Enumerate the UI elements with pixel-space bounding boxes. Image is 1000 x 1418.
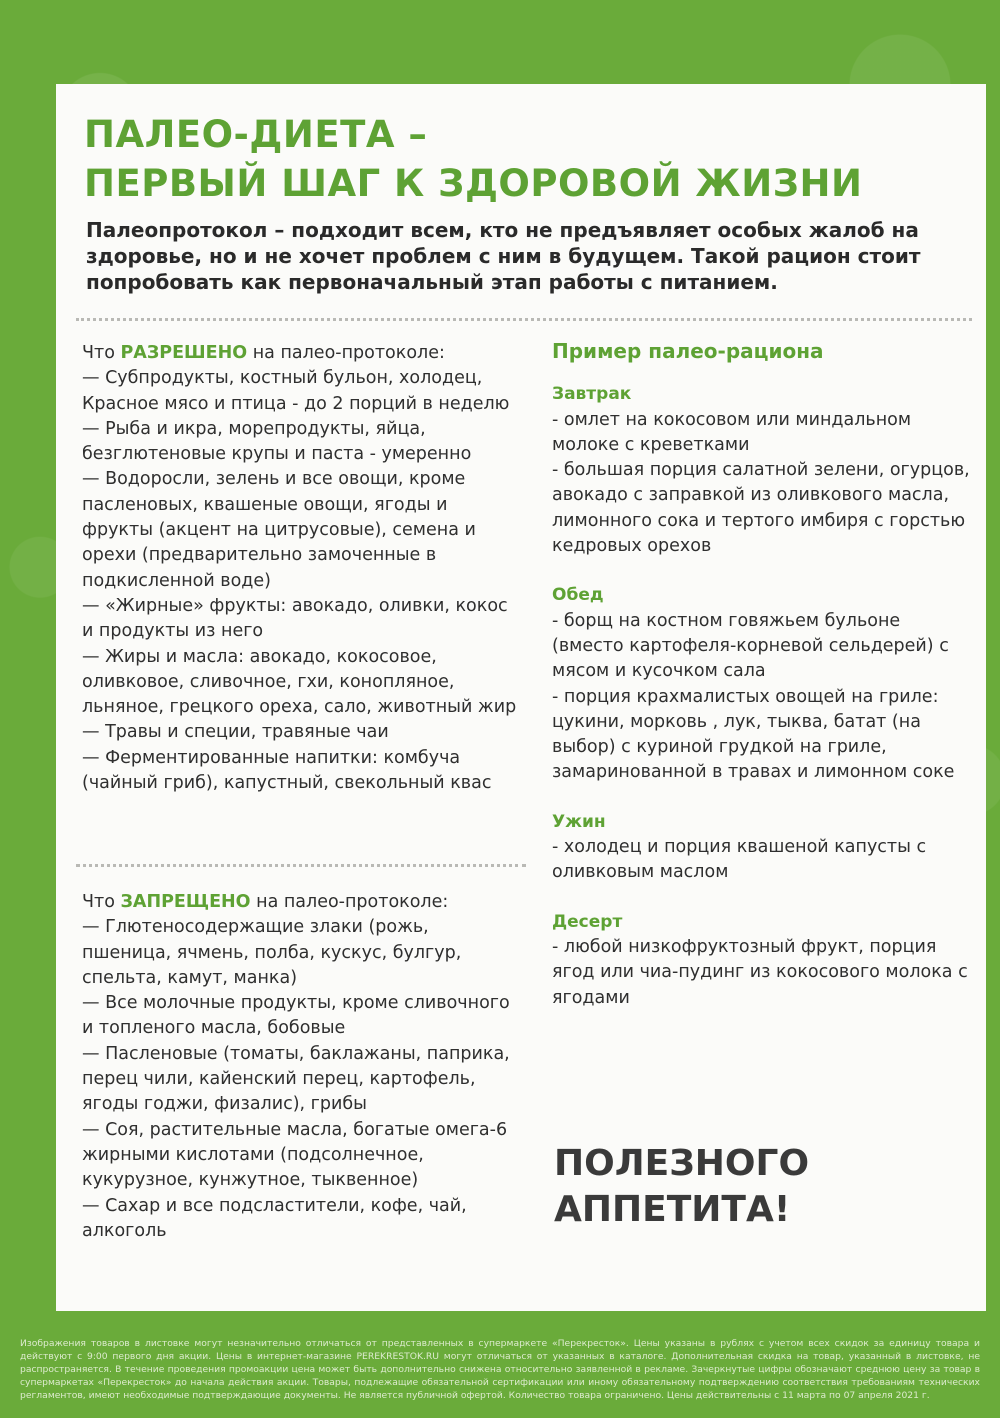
meal-title: Завтрак [552, 384, 632, 405]
meal-dinner [552, 810, 972, 886]
meal-line: - большая порция салатной зелени, огурцов, авокадо с заправкой из оливкового масла, лимонного сока и тертого имбиря с горстью кедровых орехов [552, 460, 970, 557]
divider-top [76, 318, 972, 321]
legal-disclaimer: Изображения товаров в листовке могут незначительно отличаться от представленных в супермаркете «Перекресток». Цены указаны в рублях с учетом всех скидок за единицу товара и действуют с 9:00 первого дня акции. Цены в интернет-магазине PEREKRESTOK.RU могут отличаться от указанных в каталоге. Дополнительная скидка на товар, указанный в листовке, не распространяется. В течение проведения промоакции цена может быть дополнительно снижена относительно заявленной в рекламе. Зачеркнутые цифры обозначают среднюю цену за товар в супермаркетах «Перекресток» до начала действия акции. Товары, подлежащие обязательной сертификации или иному обязательному подтверждению соответствия требованиям технических регламентов, имеют необходимые подтверждающие документы. Не является публичной офертой. Количество товара ограничено. Цены действительны с 11 марта по 07 апреля 2021 г. [20, 1338, 980, 1402]
meal-dessert [552, 910, 972, 1011]
page-title [84, 110, 862, 208]
allowed-item: — Жиры и масла: авокадо, кокосовое, оливковое, сливочное, гхи, конопляное, льняное, грецкого ореха, сало, животный жир [82, 646, 517, 718]
meal-breakfast [552, 382, 972, 559]
example-heading: Пример палео-рациона [552, 339, 824, 363]
allowed-item: — «Жирные» фрукты: авокадо, оливки, кокос и продукты из него [82, 595, 508, 642]
forbidden-item: — Соя, растительные масла, богатые омега-6 жирными кислотами (подсолнечное, кукурузное, кунжутное, тыквенное) [82, 1119, 508, 1191]
title-line-2: ПЕРВЫЙ ШАГ К ЗДОРОВОЙ ЖИЗНИ [84, 162, 863, 205]
allowed-item: — Рыба и икра, морепродукты, яйца, безглютеновые крупы и паста - умеренно [82, 418, 472, 465]
meal-line: - омлет на кокосовом или миндальном молоке с креветками [552, 409, 912, 455]
forbidden-keyword: ЗАПРЕЩЕНО [120, 892, 251, 912]
meal-line: - любой низкофруктозный фрукт, порция ягод или чиа-пудинг из кокосового молока с ягодами [552, 936, 968, 1008]
closing-slogan [554, 1141, 809, 1233]
example-diet-section [552, 339, 972, 1035]
closing-line-2: АППЕТИТА! [554, 1189, 791, 1230]
forbidden-heading: Что ЗАПРЕЩЕНО на палео-протоколе: [82, 892, 449, 912]
forbidden-item: — Все молочные продукты, кроме сливочного и топленого масла, бобовые [82, 993, 510, 1039]
meal-title: Обед [552, 585, 604, 606]
divider-left [76, 864, 526, 867]
intro-paragraph: Палеопротокол – подходит всем, кто не предъявляет особых жалоб на здоровье, но и не хочет проблем с ним в будущем. Такой рацион стоит попробовать как первоначальный этап работы с питанием. [86, 218, 921, 294]
meal-line: - порция крахмалистых овощей на гриле: цукини, морковь , лук, тыква, батат (на выбор) с куриной грудкой на гриле, замаринованной в травах и лимонном соке [552, 686, 955, 783]
allowed-item: — Ферментированные напитки: комбуча (чайный гриб), капустный, свекольный квас [82, 747, 492, 794]
allowed-item: — Субпродукты, костный бульон, холодец, Красное мясо и птица - до 2 порций в неделю [82, 368, 510, 414]
meal-title: Десерт [552, 911, 623, 932]
allowed-keyword: РАЗРЕШЕНО [120, 343, 248, 363]
forbidden-item: — Глютеносодержащие злаки (рожь, пшеница, ячмень, полба, кускус, булгур, спельта, камут, манка) [82, 917, 462, 988]
forbidden-section [82, 890, 522, 1244]
allowed-heading: Что РАЗРЕШЕНО на палео-протоколе: [82, 343, 445, 363]
meal-line: - борщ на костном говяжьем бульоне (вместо картофеля-корневой сельдерей) с мясом и кусочком сала [552, 610, 949, 682]
meal-lunch [552, 583, 972, 785]
meal-line: - холодец и порция квашеной капусты с оливковым маслом [552, 837, 927, 883]
allowed-item: — Травы и специи, травяные чаи [82, 722, 389, 743]
forbidden-item: — Пасленовые (томаты, баклажаны, паприка, перец чили, кайенский перец, картофель, ягоды годжи, физалис), грибы [82, 1043, 510, 1115]
allowed-item: — Водоросли, зелень и все овощи, кроме пасленовых, квашеные овощи, ягоды и фрукты (акцент на цитрусовые), семена и орехи (предварительно замоченные в подкисленной воде) [82, 469, 476, 591]
meal-title: Ужин [552, 811, 606, 832]
title-line-1: ПАЛЕО-ДИЕТА – [84, 113, 428, 156]
forbidden-item: — Сахар и все подсластители, кофе, чай, алкоголь [82, 1195, 467, 1241]
allowed-section [82, 341, 522, 796]
closing-line-1: ПОЛЕЗНОГО [554, 1143, 810, 1184]
